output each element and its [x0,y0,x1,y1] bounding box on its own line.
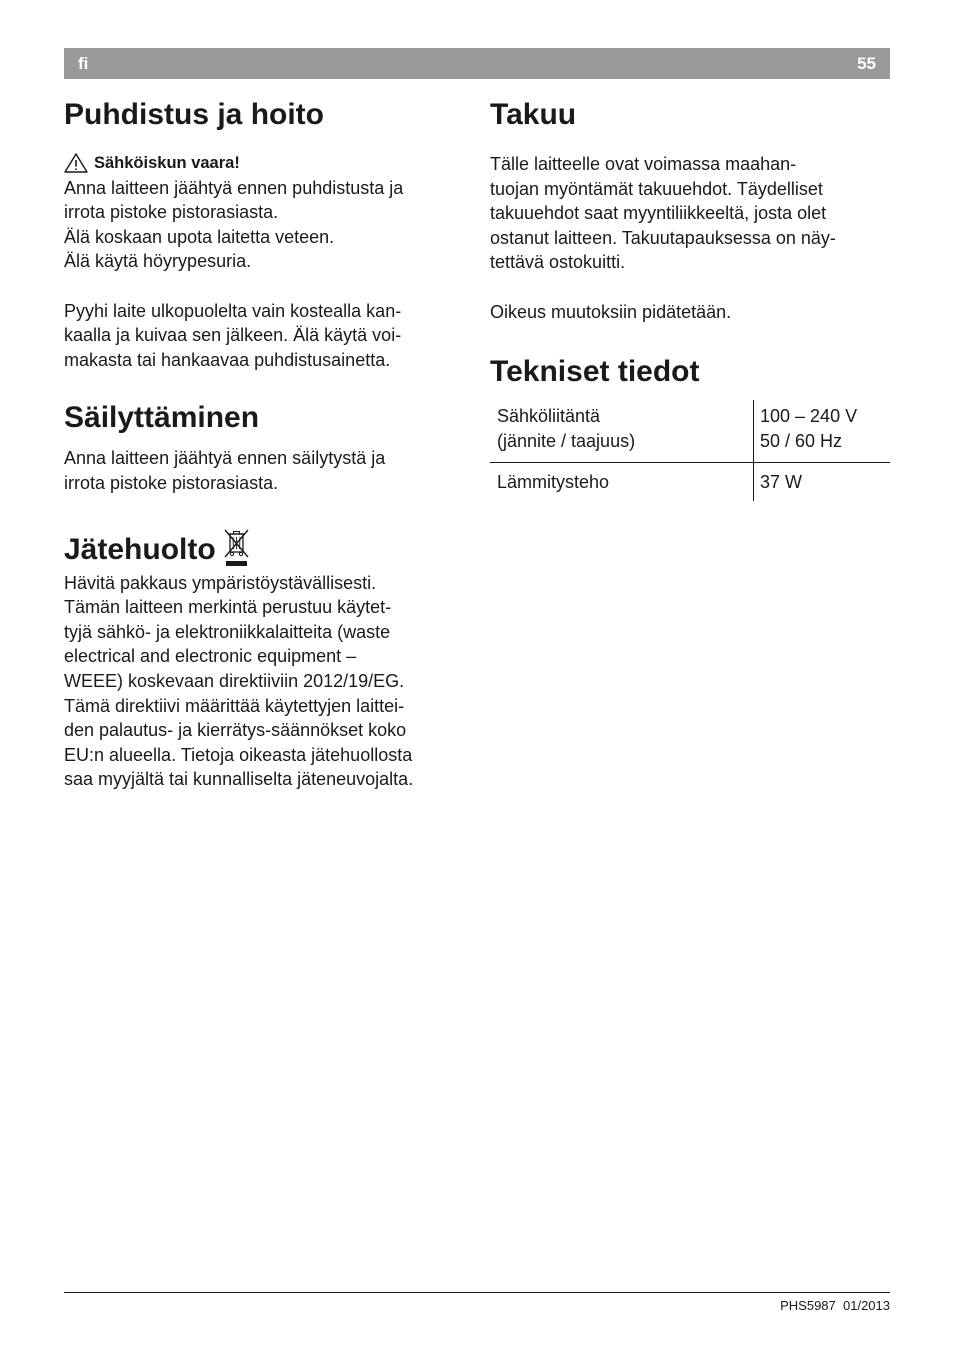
page-number: 55 [857,54,876,73]
footer-model: PHS5987 [780,1298,836,1313]
language-code: fi [78,54,89,73]
spec-label-cell [490,463,754,502]
section-title-jatehuolto: Jätehuolto [64,532,216,566]
spec-value: 100 – 240 V [760,406,858,427]
footer-rule [64,1292,890,1293]
right-column [490,96,890,501]
takuu-line: tettävä ostokuitti. [490,252,626,273]
warning-triangle-icon [64,153,90,173]
header-bar [64,48,890,79]
jatehuolto-line: tyjä sähkö- ja elektroniikkalaitteita (waste [64,621,391,642]
jatehuolto-line: Tämä direktiivi määrittää käytettyjen laittei- [64,695,405,716]
jatehuolto-line: electrical and electronic equipment – [64,646,357,667]
spec-value: 37 W [760,472,803,493]
takuu-line: Tälle laitteelle ovat voimassa maahan- [490,154,797,174]
warning-label: Sähköiskun vaara! [94,154,240,172]
section-title-takuu: Takuu [490,98,577,131]
jatehuolto-heading [64,525,464,569]
footer-date: 01/2013 [843,1298,890,1313]
section-title-sailyttaminen: Säilyttäminen [64,401,260,435]
table-row [490,463,890,502]
puhdistus-line: Älä käytä höyrypesuria. [64,251,252,272]
jatehuolto-line: Hävitä pakkaus ympäristöystävällisesti. [64,572,377,593]
table-row [490,400,890,463]
puhdistus-line: irrota pistoke pistorasiasta. [64,202,279,223]
jatehuolto-line: Tämän laitteen merkintä perustuu käytet- [64,597,392,618]
spec-label: Lämmitysteho [497,472,610,493]
section-title-puhdistus: Puhdistus ja hoito [64,98,324,131]
spec-table [490,400,890,501]
puhdistus-line: Älä koskaan upota laitetta veteen. [64,226,335,247]
puhdistus-para2-line: makasta tai hankaavaa puhdistusainetta. [64,349,391,370]
left-column [64,96,464,792]
jatehuolto-line: WEEE) koskevaan direktiiviin 2012/19/EG. [64,670,405,691]
jatehuolto-line: den palautus- ja kierrätys-säännökset koko [64,720,407,741]
spec-label-cell [490,400,754,463]
puhdistus-para2-line: Pyyhi laite ulkopuolelta vain kostealla kan- [64,300,402,321]
spec-value: 50 / 60 Hz [760,431,843,452]
sailyttaminen-line: Anna laitteen jäähtyä ennen säilytystä ja [64,448,386,469]
spec-value-cell [754,400,891,463]
footer [780,1298,890,1313]
jatehuolto-line: saa myyjältä tai kunnalliselta jäteneuvojalta. [64,769,414,790]
spec-label: Sähköliitäntä [497,406,601,427]
takuu-line: ostanut laitteen. Takuutapauksessa on näy- [490,227,836,248]
warning-line [64,151,464,176]
section-title-tekniset: Tekniset tiedot [490,355,700,389]
sailyttaminen-line: irrota pistoke pistorasiasta. [64,472,279,493]
puhdistus-line: Anna laitteen jäähtyä ennen puhdistusta ja [64,177,404,198]
puhdistus-para2-line: kaalla ja kuivaa sen jälkeen. Älä käytä voi- [64,325,402,346]
spec-label: (jännite / taajuus) [497,431,636,452]
takuu-note: Oikeus muutoksiin pidätetään. [490,301,732,322]
jatehuolto-line: EU:n alueella. Tietoja oikeasta jätehuollosta [64,744,413,765]
takuu-line: tuojan myöntämät takuuehdot. Täydelliset [490,178,823,199]
crossed-out-wheelie-bin-icon [221,525,251,569]
takuu-line: takuuehdot saat myyntiliikkeeltä, josta olet [490,203,827,224]
spec-value-cell [754,463,891,502]
